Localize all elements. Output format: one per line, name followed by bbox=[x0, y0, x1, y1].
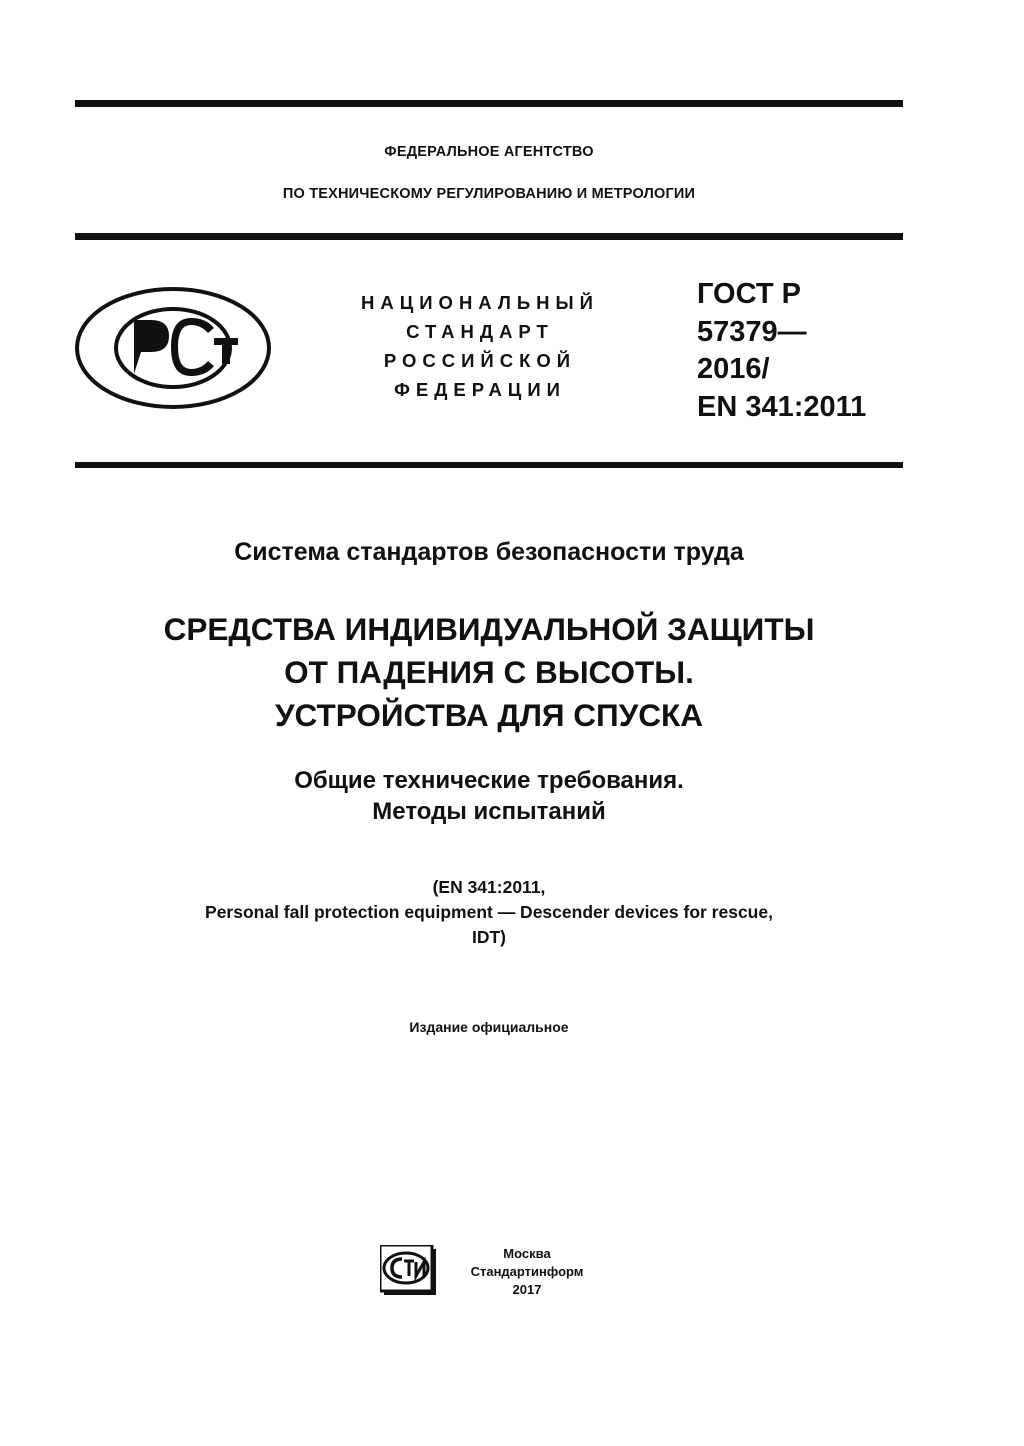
publisher-block bbox=[452, 1245, 602, 1299]
subtitle-line: Методы испытаний bbox=[372, 798, 606, 825]
bottom-rule bbox=[75, 462, 903, 468]
publication-year: 2017 bbox=[512, 1282, 542, 1297]
standard-designation bbox=[697, 276, 897, 426]
national-standard-label bbox=[330, 288, 630, 404]
agency-name-line-1: ФЕДЕРАЛЬНОЕ АГЕНТСТВО bbox=[384, 144, 594, 160]
standards-series-title: Система стандартов безопасности труда bbox=[234, 538, 744, 566]
en-reference-line: Personal fall protection equipment — Descender devices for rescue, bbox=[205, 902, 773, 922]
designation-line: ГОСТ Р bbox=[697, 278, 801, 310]
agency-name-line-2: ПО ТЕХНИЧЕСКОМУ РЕГУЛИРОВАНИЮ И МЕТРОЛОГИИ bbox=[282, 186, 696, 202]
edition-label: Издание официальное bbox=[409, 1019, 569, 1035]
national-standard-line: РОССИЙСКОЙ bbox=[383, 350, 577, 371]
title-line: СРЕДСТВА ИНДИВИДУАЛЬНОЙ ЗАЩИТЫ bbox=[163, 611, 815, 647]
publisher-city: Москва bbox=[503, 1246, 551, 1261]
national-standard-line: ФЕДЕРАЦИИ bbox=[394, 379, 566, 400]
en-reference-line: IDT) bbox=[471, 927, 507, 947]
top-rule bbox=[75, 100, 903, 107]
en-reference-line: (EN 341:2011, bbox=[432, 877, 546, 897]
title-line: ОТ ПАДЕНИЯ С ВЫСОТЫ. bbox=[284, 654, 694, 690]
designation-line: 2016/ bbox=[697, 353, 770, 385]
title-line: УСТРОЙСТВА ДЛЯ СПУСКА bbox=[274, 697, 704, 733]
document-subtitle bbox=[75, 765, 903, 827]
middle-rule bbox=[75, 233, 903, 240]
designation-line: 57379— bbox=[697, 315, 807, 348]
en-reference bbox=[75, 875, 903, 950]
national-standard-line: НАЦИОНАЛЬНЫЙ bbox=[361, 292, 599, 313]
national-standard-line: СТАНДАРТ bbox=[406, 321, 554, 342]
document-title bbox=[75, 608, 903, 737]
standartinform-logo-icon bbox=[380, 1245, 442, 1300]
designation-line: EN 341:2011 bbox=[697, 390, 867, 423]
subtitle-line: Общие технические требования. bbox=[294, 767, 684, 794]
rst-gost-emblem-icon bbox=[74, 286, 272, 410]
publisher-name: Стандартинформ bbox=[470, 1264, 584, 1279]
